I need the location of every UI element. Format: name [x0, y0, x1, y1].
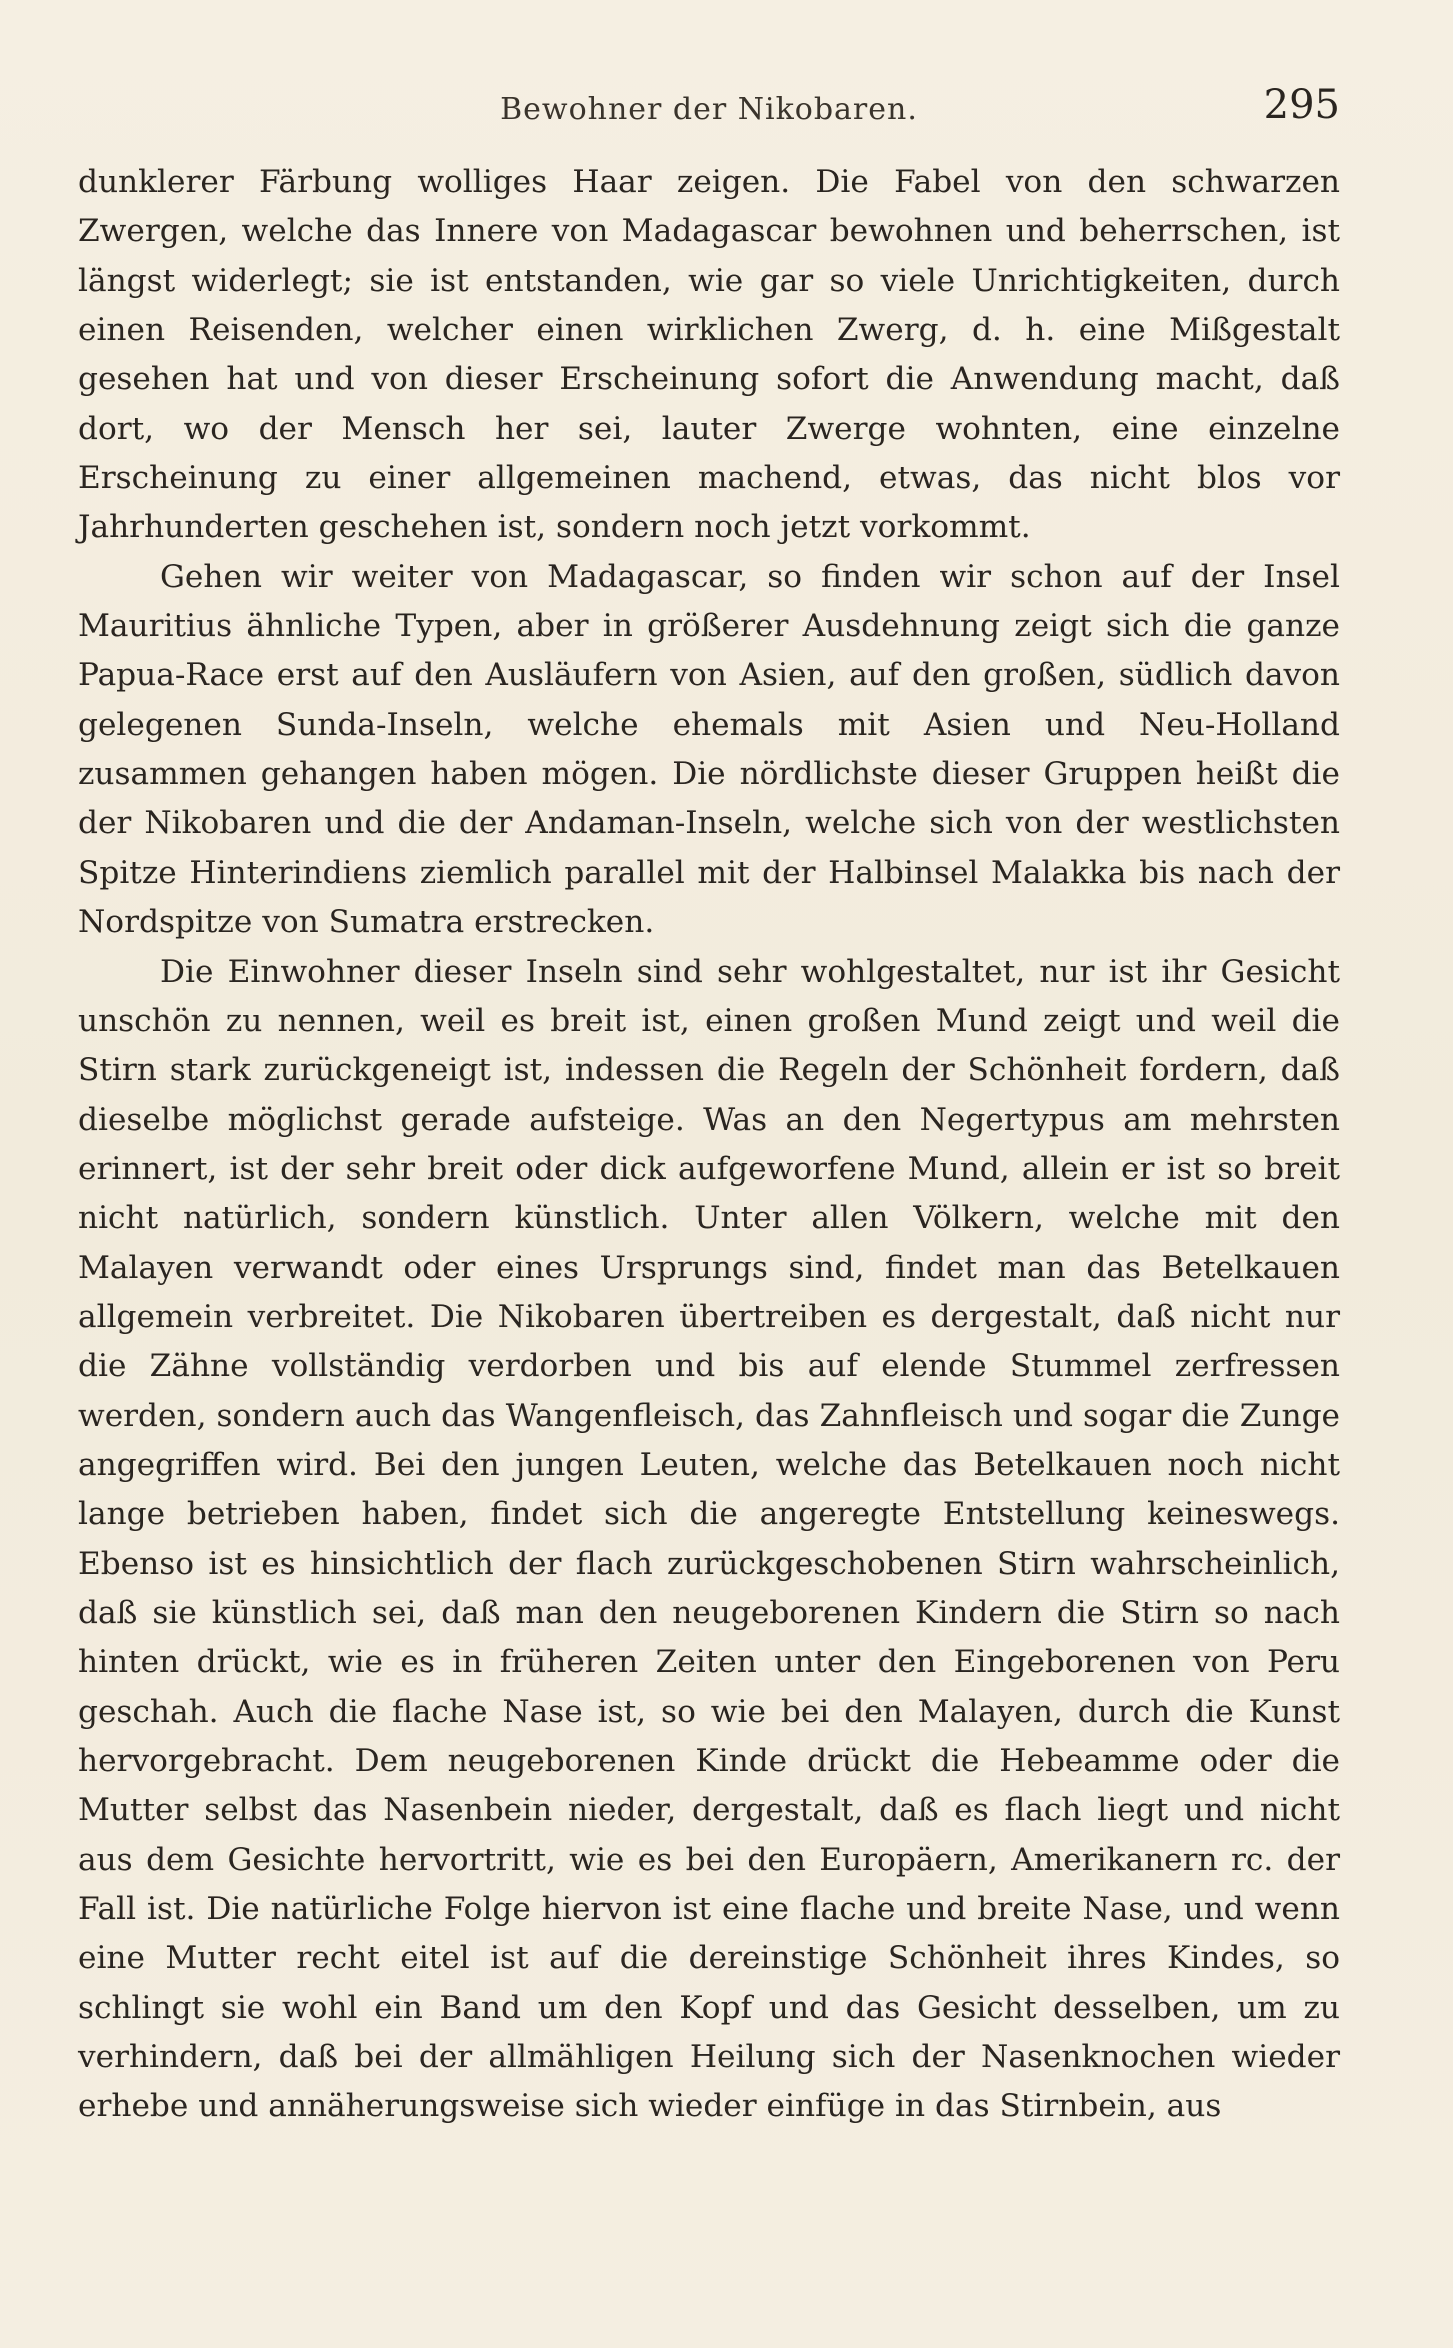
running-title: Bewohner der Nikobaren. — [500, 92, 918, 127]
paragraph-2: Gehen wir weiter von Madagascar, so finden wir schon auf der Insel Mauritius ähnliche Typen, aber in größerer Ausdehnung zeigt sich die ganze Papua-Race erst auf den Ausläufern von Asien, auf den großen, südlich davon gelegenen Sunda-Inseln, welche ehemals mit Asien und Neu-Holland zusammen gehangen haben mögen. Die nördlichste dieser Gruppen heißt die der Nikobaren und die der Andaman-Inseln, welche sich von der westlichsten Spitze Hinterindiens ziemlich parallel mit der Halbinsel Malakka bis nach der Nordspitze von Sumatra erstrecken. — [78, 558, 1340, 941]
page-header — [78, 82, 1340, 138]
body-text — [78, 158, 1340, 2132]
page-number: 295 — [1263, 82, 1340, 128]
paragraph-1: dunklerer Färbung wolliges Haar zeigen. Die Fabel von den schwarzen Zwergen, welche das Innere von Madagascar bewohnen und beherrschen, ist längst widerlegt; sie ist entstanden, wie gar so viele Unrichtigkeiten, durch einen Reisenden, welcher einen wirklichen Zwerg, d. h. eine Mißgestalt gesehen hat und von dieser Erscheinung sofort die Anwendung macht, daß dort, wo der Mensch her sei, lauter Zwerge wohnten, eine einzelne Erscheinung zu einer allgemeinen machend, etwas, das nicht blos vor Jahrhunderten geschehen ist, sondern noch jetzt vorkommt. — [78, 164, 1340, 546]
paragraph-3: Die Einwohner dieser Inseln sind sehr wohlgestaltet, nur ist ihr Gesicht unschön zu nennen, weil es breit ist, einen großen Mund zeigt und weil die Stirn stark zurückgeneigt ist, indessen die Regeln der Schönheit fordern, daß dieselbe möglichst gerade aufsteige. Was an den Negertypus am mehrsten erinnert, ist der sehr breit oder dick aufgeworfene Mund, allein er ist so breit nicht natürlich, sondern künstlich. Unter allen Völkern, welche mit den Malayen verwandt oder eines Ursprungs sind, findet man das Betelkauen allgemein verbreitet. Die Nikobaren übertreiben es dergestalt, daß nicht nur die Zähne vollständig verdorben und bis auf elende Stummel zerfressen werden, sondern auch das Wangenfleisch, das Zahnfleisch und sogar die Zunge angegriffen wird. Bei den jungen Leuten, welche das Betelkauen noch nicht lange betrieben haben, findet sich die angeregte Entstellung keineswegs. Ebenso ist es hinsichtlich der flach zurückgeschobenen Stirn wahrscheinlich, daß sie künstlich sei, daß man den neugeborenen Kindern die Stirn so nach hinten drückt, wie es in früheren Zeiten unter den Eingeborenen von Peru geschah. Auch die flache Nase ist, so wie bei den Malayen, durch die Kunst hervorgebracht. Dem neugeborenen Kinde drückt die Hebeamme oder die Mutter selbst das Nasenbein nieder, dergestalt, daß es flach liegt und nicht aus dem Gesichte hervortritt, wie es bei den Europäern, Amerikanern rc. der Fall ist. Die natürliche Folge hiervon ist eine flache und breite Nase, und wenn eine Mutter recht eitel ist auf die dereinstige Schönheit ihres Kindes, so schlingt sie wohl ein Band um den Kopf und das Gesicht desselben, um zu verhindern, daß bei der allmähligen Heilung sich der Nasenknochen wieder erhebe und annäherungsweise sich wieder einfüge in das Stirnbein, aus — [78, 953, 1340, 2125]
